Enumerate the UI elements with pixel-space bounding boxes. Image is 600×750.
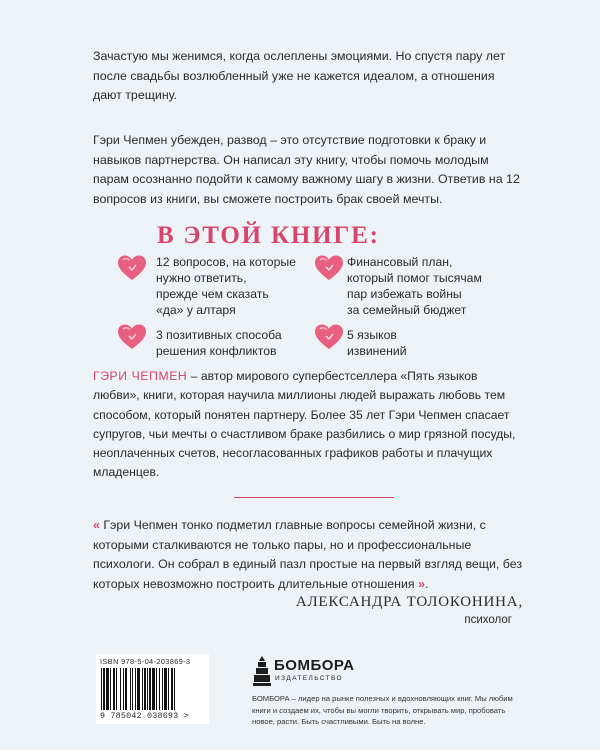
feature-2-line: за семейный бюджет: [347, 303, 467, 317]
feature-3-line: 3 позитивных способа: [156, 328, 282, 342]
author-name: ГЭРИ ЧЕПМЕН: [93, 369, 188, 383]
feature-1-line: 12 вопросов, на которые: [156, 255, 296, 269]
barcode: [96, 654, 209, 724]
section-heading: В ЭТОЙ КНИГЕ:: [157, 222, 380, 249]
feature-1-line: нужно ответить,: [156, 271, 247, 285]
heart-icon: [117, 323, 147, 351]
feature-1-line: прежде чем сказать: [156, 287, 269, 301]
heart-icon: [117, 254, 147, 282]
feature-1: [156, 254, 296, 318]
feature-2-line: пар избежать войны: [347, 287, 462, 301]
feature-4-line: 5 языков: [347, 328, 397, 342]
intro-paragraph-2: Гэри Чепмен убежден, развод – это отсутствие подготовки к браку и навыков партнерства. Он написал эту книгу, чтобы помочь молодым парам осознанно подойти к самому важному шагу в жизни. Ответив на 12 вопросов из книги, вы сможете построить брак своей мечты.: [93, 133, 520, 206]
quote-dot: .: [424, 576, 429, 591]
heart-icon: [314, 254, 344, 282]
feature-2: [347, 254, 482, 318]
quote-open-mark: «: [93, 518, 100, 532]
quote-author-role: психолог: [464, 614, 512, 626]
heart-icon: [314, 323, 344, 351]
publisher-blurb: БОМБОРА – лидер на рынке полезных и вдохновляющих книг. Мы любим книги и создаем их, чтобы вы могли творить, открывать мир, пробовать новое, расти. Быть счастливыми. Быть на волне.: [252, 694, 513, 726]
intro-paragraph-1: Зачастую мы женимся, когда ослеплены эмоциями. Но спустя пару лет после свадьбы возлюбленный уже не кажется идеалом, а отношения дают трещину.: [93, 49, 506, 102]
quote-close-mark: »: [418, 576, 425, 591]
feature-2-line: Финансовый план,: [347, 255, 453, 269]
quote-text: Гэри Чепмен тонко подметил главные вопросы семейной жизни, с которыми сталкиваются не только пары, но и профессиональные психологи. Он собрал в единый пазл простые на первый взгляд вещи, без которых невозможно построить длительные отношения: [93, 518, 523, 591]
feature-4: [347, 327, 407, 359]
divider: [234, 497, 394, 498]
feature-1-line: «да» у алтаря: [156, 303, 236, 317]
publisher-logo-icon: [252, 655, 272, 687]
feature-3: [156, 327, 282, 359]
publisher-logo: [252, 655, 402, 689]
feature-4-line: извинений: [347, 344, 407, 358]
publisher-name: БОМБОРА: [274, 657, 355, 674]
feature-3-line: решения конфликтов: [156, 344, 277, 358]
publisher-subtitle: ИЗДАТЕЛЬСТВО: [275, 675, 343, 682]
quote-author-name: АЛЕКСАНДРА ТОЛОКОНИНА,: [295, 594, 523, 610]
isbn-label: ISBN 978-5-04-203869-3: [100, 657, 191, 666]
barcode-digits: 9 785042 038693 >: [100, 711, 189, 721]
feature-2-line: который помог тысячам: [347, 271, 482, 285]
barcode-bars: [100, 668, 205, 710]
testimonial-quote: [93, 516, 523, 594]
author-bio: [93, 367, 523, 483]
author-bio-text: – автор мирового супербестселлера «Пять языков любви», книги, которая научила миллионы людей выражать любовь тем способом, который понятен партнеру. Более 35 лет Гэри Чепмен спасает супругов, чьи мечты о счастливом браке разбились о мир грязной посуды, неоплаченных счетов, несогласованных графиков работы и плачущих младенцев.: [93, 369, 516, 480]
